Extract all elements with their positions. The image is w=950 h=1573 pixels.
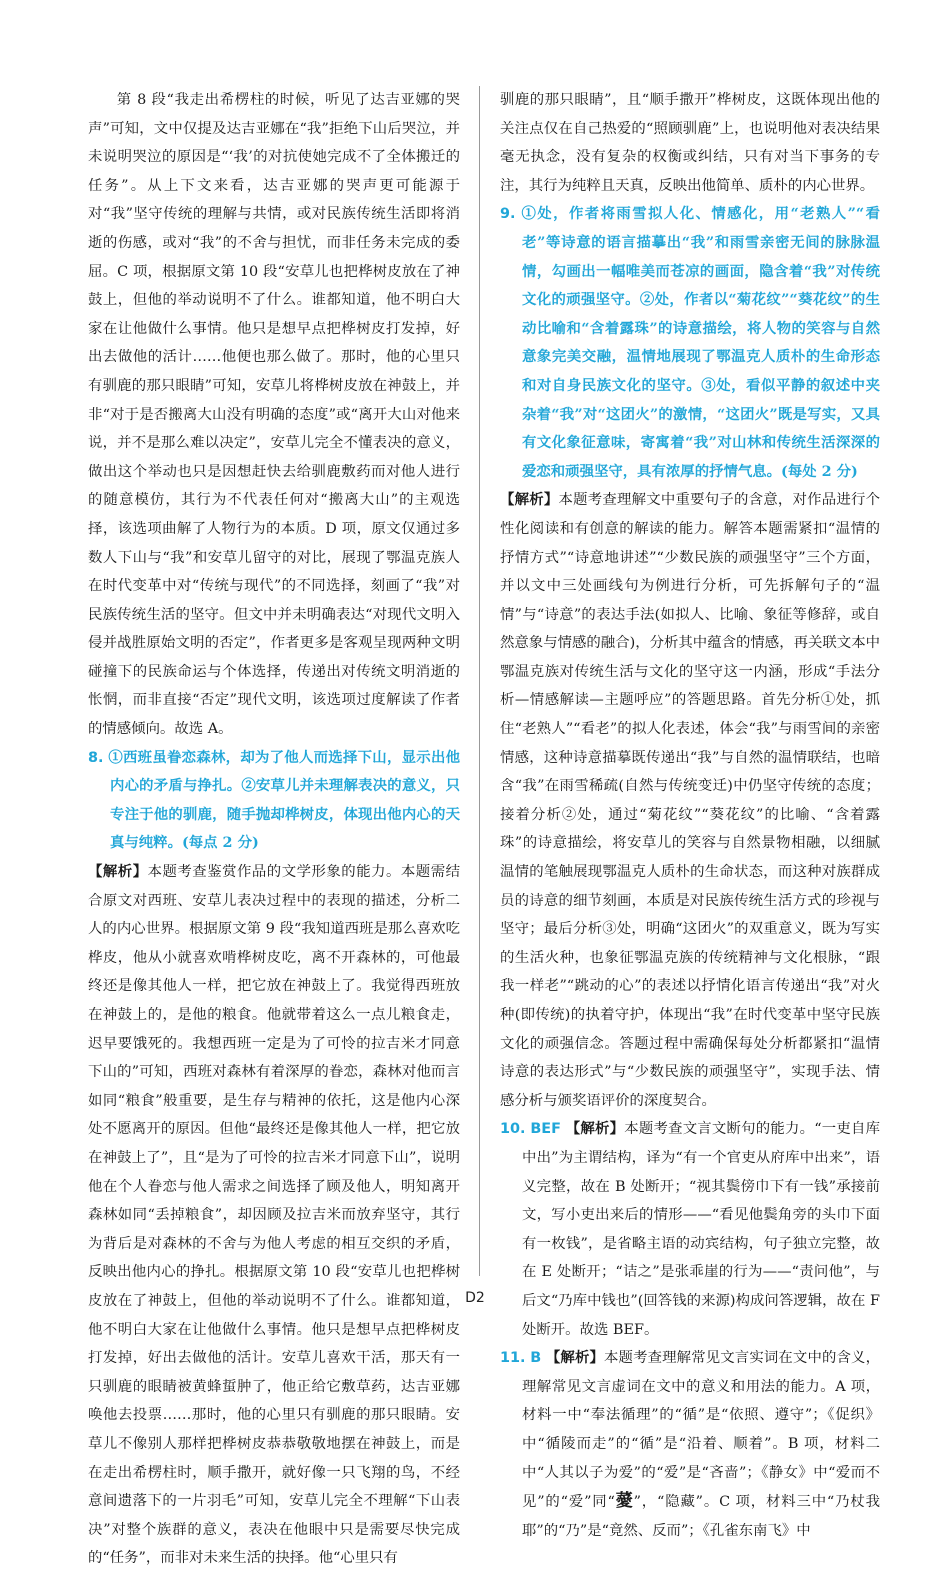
q11-analysis-tag: 【解析】 <box>545 1349 605 1367</box>
page-number: D2 <box>465 1290 485 1306</box>
q11-block <box>500 1344 880 1545</box>
q9-analysis-tag: 【解析】 <box>500 491 559 509</box>
q8-analysis-text: 本题考查鉴赏作品的文学形象的能力。本题需结合原文对西班、安草儿表决过程中的表现的描述，分析二人的内心世界。根据原文第 9 段“我知道西班是那么喜欢吃桦皮，他从小就喜欢啃桦树皮吃，离不开森林的，可他最终还是像其他人一样，把它放在神鼓上了。我觉得西班放在神鼓上的，是他的粮食。他就带着这么一点儿粮食走，迟早要饿死的。我想西班一定是为了可怜的拉吉米才同意下山的”可知，西班对森林有着深厚的眷恋，森林对他而言如同“粮食”般重要，是生存与精神的依托，这是他内心深处不愿离开的原因。但他“最终还是像其他人一样，把它放在神鼓上了”，且“是为了可怜的拉吉米才同意下山”，说明他在个人眷恋与他人需求之间选择了顾及他人，明知离开森林如同“丢掉粮食”，却因顾及拉吉米而放弃坚守，其行为背后是对森林的不舍与为他人考虑的相互交织的矛盾，反映出他内心的挣扎。根据原文第 10 段“安草儿也把桦树皮放在了神鼓上，但他的举动说明不了什么。谁都知道，他不明白大家在让他做什么事情。他只是想早点把桦树皮打发掉，好出去做他的活计。安草儿喜欢干活，那天有一只驯鹿的眼睛被黄蜂蜇肿了，他正给它敷草药，达吉亚娜唤他去投票……那时，他的心里只有驯鹿的那只眼睛。安草儿不像别人那样把桦树皮恭恭敬敬地摆在神鼓上，而是在走出希楞柱时，顺手撒开，就好像一只飞翔的鸟，不经意间遗落下的一片羽毛”可知，安草儿完全不理解“下山表决”对整个族群的意义，表决在他眼中只是需要尽快完成的“任务”，而非对未来生活的抉择。他“心里只有 <box>88 864 460 1567</box>
q9-answer <box>500 200 880 486</box>
q11-analysis-text-b: ”，“隐藏”。C 项，材料三中“乃杖我耶”的“乃”是“竟然、反而”；《孔雀东南飞》中 <box>522 1494 880 1539</box>
q8-analysis-tag: 【解析】 <box>88 863 148 881</box>
q8-analysis-continued: 驯鹿的那只眼睛”，且“顺手撒开”桦树皮，这既体现出他的关注点仅在自己热爱的“照顾驯鹿”上，也说明他对表决结果毫无执念，没有复杂的权衡或纠结，只有对当下事务的专注，其行为纯粹且天真，反映出他简单、质朴的内心世界。 <box>500 92 880 194</box>
q10-number: 10. <box>500 1121 526 1138</box>
right-column <box>500 86 880 1545</box>
q7-analysis-continued: 第 8 段“我走出希楞柱的时候，听见了达吉亚娜的哭声”可知，文中仅提及达吉亚娜在“我”拒绝下山后哭泣，并未说明哭泣的原因是“‘我’的对抗使她完成不了全体搬迁的任务”。从上下文来看，达吉亚娜的哭声更可能源于对“我”坚守传统的理解与共情，或对民族传统生活即将消逝的伤感，或对“我”的不舍与担忧，而非任务未完成的委屈。C 项，根据原文第 10 段“安草儿也把桦树皮放在了神鼓上，但他的举动说明不了什么。谁都知道，他不明白大家在让他做什么事情。他只是想早点把桦树皮打发掉，好出去做他的活计……他便也那么做了。那时，他的心里只有驯鹿的那只眼睛”可知，安草儿将桦树皮放在神鼓上，并非“对于是否搬离大山没有明确的态度”或“离开大山对他来说，并不是那么难以决定”，安草儿完全不懂表决的意义，做出这个举动也只是因想赶快去给驯鹿敷药而对他人进行的随意模仿，其行为不代表任何对“搬离大山”的主观选择，该选项曲解了人物行为的本质。D 项，原文仅通过多数人下山与“我”和安草儿留守的对比，展现了鄂温克族人在时代变革中对“传统与现代”的不同选择，刻画了“我”对民族传统生活的坚守。但文中并未明确表达“对现代文明入侵并战胜原始文明的否定”，作者更多是客观呈现两种文明碰撞下的民族命运与个体选择，传递出对传统文明消逝的怅惘，而非直接“否定”现代文明，该选项过度解读了作者的情感倾向。故选 A。 <box>88 92 460 738</box>
left-column <box>88 86 460 1573</box>
q11-number: 11. <box>500 1350 526 1367</box>
q11-analysis-text-a: 本题考查理解常见文言实词在文中的含义，理解常见文言虚词在文中的意义和用法的能力。A 项，材料一中“奉法循理”的“循”是“依照、遵守”；《促织》中“循陵而走”的“循”是“沿着、顺着”。B 项，材料二中“人其以子为爱”的“爱”是“吝啬”；《静女》中“爱而不见”的“爱”同“ <box>522 1350 880 1511</box>
q8-number: 8. <box>88 749 104 766</box>
q9-analysis <box>500 486 880 1115</box>
q10-block <box>500 1115 880 1344</box>
q10-answer: BEF <box>530 1121 561 1138</box>
q8-answer-text: ①西班虽眷恋森林，却为了他人而选择下山，显示出他内心的矛盾与挣扎。②安草儿并未理解表决的意义，只专注于他的驯鹿，随手抛却桦树皮，体现出他内心的天真与纯粹。(每点 2 分) <box>108 748 460 852</box>
q9-answer-text: ①处，作者将雨雪拟人化、情感化，用“老熟人”“看老”等诗意的语言描摹出“我”和雨雪亲密无间的脉脉温情，勾画出一幅唯美而苍凉的画面，隐含着“我”对传统文化的顽强坚守。②处，作者以“菊花纹”“葵花纹”的生动比喻和“含着露珠”的诗意描绘，将人物的笑容与自然意象完美交融，温情地展现了鄂温克人质朴的生命形态和对自身民族文化的坚守。③处，看似平静的叙述中夹杂着“我”对“这团火”的激情，“这团火”既是写实，又具有文化象征意味，寄寓着“我”对山林和传统生活深深的爱恋和顽强坚守，具有浓厚的抒情气息。(每处 2 分) <box>521 205 880 480</box>
q8-analysis <box>88 858 460 1573</box>
q11-answer: B <box>530 1350 542 1367</box>
q11-large-character: 薆 <box>614 1491 634 1512</box>
q10-analysis-tag: 【解析】 <box>565 1120 625 1138</box>
column-divider <box>479 86 480 1276</box>
q10-analysis-text: 本题考查文言文断句的能力。“一吏自库中出”为主谓结构，译为“有一个官吏从府库中出来”，语义完整，故在 B 处断开；“视其鬓傍巾下有一钱”承接前文，写小吏出来后的情形——“看见他鬓角旁的头巾下面有一枚钱”，是省略主语的动宾结构，句子独立完整，故在 E 处断开；“诘之”是张乖崖的行为——“责问他”，与后文“乃库中钱也”(回答钱的来源)构成问答逻辑，故在 F 处断开。故选 BEF。 <box>522 1121 881 1338</box>
q8-answer <box>88 744 460 858</box>
q9-analysis-text: 本题考查理解文中重要句子的含意，对作品进行个性化阅读和有创意的解读的能力。解答本题需紧扣“温情的抒情方式”“诗意地讲述”“少数民族的顽强坚守”三个方面，并以文中三处画线句为例进行分析，可先拆解句子的“温情”与“诗意”的表达手法(如拟人、比喻、象征等修辞，或自然意象与情感的融合)，分析其中蕴含的情感，再关联文本中鄂温克族对传统生活与文化的坚守这一内涵，形成“手法分析—情感解读—主题呼应”的答题思路。首先分析①处，抓住“老熟人”“看老”的拟人化表述，体会“我”与雨雪间的亲密情感，这种诗意描摹既传递出“我”与自然的温情联结，也暗含“我”在雨雪稀疏(自然与传统变迁)中仍坚守传统的态度；接着分析②处，通过“菊花纹”“葵花纹”的比喻、“含着露珠”的诗意描绘，将安草儿的笑容与自然景物相融，以细腻温情的笔触展现鄂温克人质朴的生命状态，而这种对族群成员的诗意的细节刻画，本质是对民族传统生活方式的珍视与坚守；最后分析③处，明确“这团火”的双重意义，既为写实的生活火种，也象征鄂温克族的传统精神与文化根脉，“跟我一样老”“跳动的心”的表述以抒情化语言传递出“我”对火种(即传统)的执着守护，体现出“我”在时代变革中坚守民族文化的顽强信念。答题过程中需确保每处分析都紧扣“温情诗意的表达形式”与“少数民族的顽强坚守”，实现手法、情感分析与颁奖语评价的深度契合。 <box>500 492 880 1109</box>
q9-number: 9. <box>500 206 516 223</box>
